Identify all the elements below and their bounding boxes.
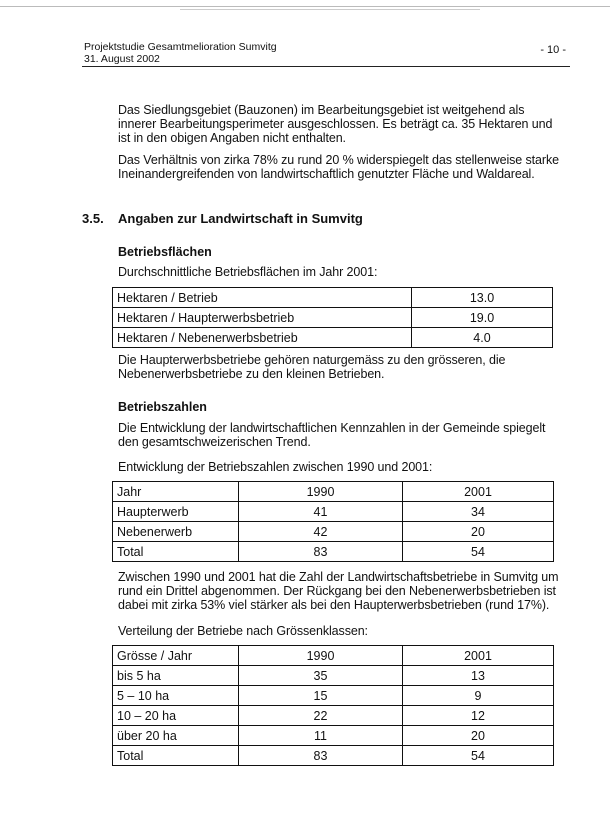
header-divider: [82, 66, 570, 67]
table-row: [113, 288, 553, 308]
table-cell: 34: [403, 502, 554, 522]
table-row: [113, 308, 553, 328]
table-cell: 54: [403, 746, 554, 766]
betriebsflaechen-note: Die Haupterwerbsbetriebe gehören naturgemäss zu den grösseren, die Nebenerwerbsbetriebe zu den kleinen Betrieben.: [118, 353, 506, 381]
betriebszahlen-intro: Die Entwicklung der landwirtschaftlichen Kennzahlen in der Gemeinde spiegelt den gesamtschweizerischen Trend.: [118, 421, 546, 449]
table-cell: Haupterwerb: [113, 502, 239, 522]
page-header: [84, 41, 277, 65]
section-number: 3.5.: [82, 211, 104, 226]
table-row: [113, 746, 554, 766]
intro-paragraph-2: Das Verhältnis von zirka 78% zu rund 20 % widerspiegelt das stellenweise starke Ineinandergreifenden von landwirtschaftlich genutzter Fläche und Waldareal.: [118, 153, 559, 181]
table-cell: Total: [113, 746, 239, 766]
groessenklassen-table-title: Verteilung der Betriebe nach Grössenklassen:: [118, 624, 368, 638]
scan-artifact-line: [0, 6, 610, 7]
table-cell: 11: [239, 726, 403, 746]
table-cell: 13: [403, 666, 554, 686]
table-cell: 42: [239, 522, 403, 542]
table-cell: 83: [239, 746, 403, 766]
betriebsflaechen-table: [112, 287, 553, 348]
table-row: [113, 328, 553, 348]
section-heading: [82, 211, 363, 226]
table-header-cell: 1990: [239, 646, 403, 666]
table-cell-value: 13.0: [412, 288, 553, 308]
table-header-row: [113, 646, 554, 666]
subheading-betriebszahlen: Betriebszahlen: [118, 400, 207, 414]
table-row: [113, 542, 554, 562]
table-cell-label: Hektaren / Nebenerwerbsbetrieb: [113, 328, 412, 348]
betriebszahlen-note: Zwischen 1990 und 2001 hat die Zahl der Landwirtschaftsbetriebe in Sumvitg um rund ein Drittel abgenommen. Der Rückgang bei den Nebenerwerbsbetrieben ist dabei mit zirka 53% viel stärker als bei den Haupterwerbsbetrieben (rund 17%).: [118, 570, 559, 612]
table-cell-value: 19.0: [412, 308, 553, 328]
table-row: [113, 666, 554, 686]
table-header-row: [113, 482, 554, 502]
table-cell: über 20 ha: [113, 726, 239, 746]
table-cell: Nebenerwerb: [113, 522, 239, 542]
table-cell-label: Hektaren / Betrieb: [113, 288, 412, 308]
table-header-cell: 1990: [239, 482, 403, 502]
betriebszahlen-table: [112, 481, 554, 562]
betriebszahlen-table-title: Entwicklung der Betriebszahlen zwischen 1990 und 2001:: [118, 460, 433, 474]
table-cell: 9: [403, 686, 554, 706]
table-cell-label: Hektaren / Haupterwerbsbetrieb: [113, 308, 412, 328]
table-cell: 12: [403, 706, 554, 726]
page-number: - 10 -: [540, 44, 566, 56]
table-row: [113, 706, 554, 726]
table-cell: 41: [239, 502, 403, 522]
table-cell: 54: [403, 542, 554, 562]
subheading-betriebsflaechen: Betriebsflächen: [118, 245, 212, 259]
table-header-cell: Grösse / Jahr: [113, 646, 239, 666]
table-row: [113, 726, 554, 746]
table-cell: 15: [239, 686, 403, 706]
table-cell: bis 5 ha: [113, 666, 239, 686]
header-title: Projektstudie Gesamtmelioration Sumvitg: [84, 41, 277, 53]
scan-artifact-line: [180, 9, 480, 10]
table-cell: 5 – 10 ha: [113, 686, 239, 706]
table-row: [113, 522, 554, 542]
table-cell: 83: [239, 542, 403, 562]
groessenklassen-table: [112, 645, 554, 766]
table-cell: 22: [239, 706, 403, 726]
table-cell-value: 4.0: [412, 328, 553, 348]
table-header-cell: Jahr: [113, 482, 239, 502]
table-row: [113, 686, 554, 706]
betriebsflaechen-intro: Durchschnittliche Betriebsflächen im Jahr 2001:: [118, 265, 378, 279]
table-cell: 20: [403, 726, 554, 746]
intro-paragraph-1: Das Siedlungsgebiet (Bauzonen) im Bearbeitungsgebiet ist weitgehend als innerer Bearbeitungsperimeter ausgeschlossen. Es beträgt ca. 35 Hektaren und ist in den obigen Angaben nicht enthalten.: [118, 103, 553, 145]
table-cell: 10 – 20 ha: [113, 706, 239, 726]
table-header-cell: 2001: [403, 482, 554, 502]
table-header-cell: 2001: [403, 646, 554, 666]
table-cell: Total: [113, 542, 239, 562]
table-row: [113, 502, 554, 522]
section-title: Angaben zur Landwirtschaft in Sumvitg: [118, 211, 363, 226]
table-cell: 20: [403, 522, 554, 542]
header-date: 31. August 2002: [84, 53, 160, 65]
table-cell: 35: [239, 666, 403, 686]
